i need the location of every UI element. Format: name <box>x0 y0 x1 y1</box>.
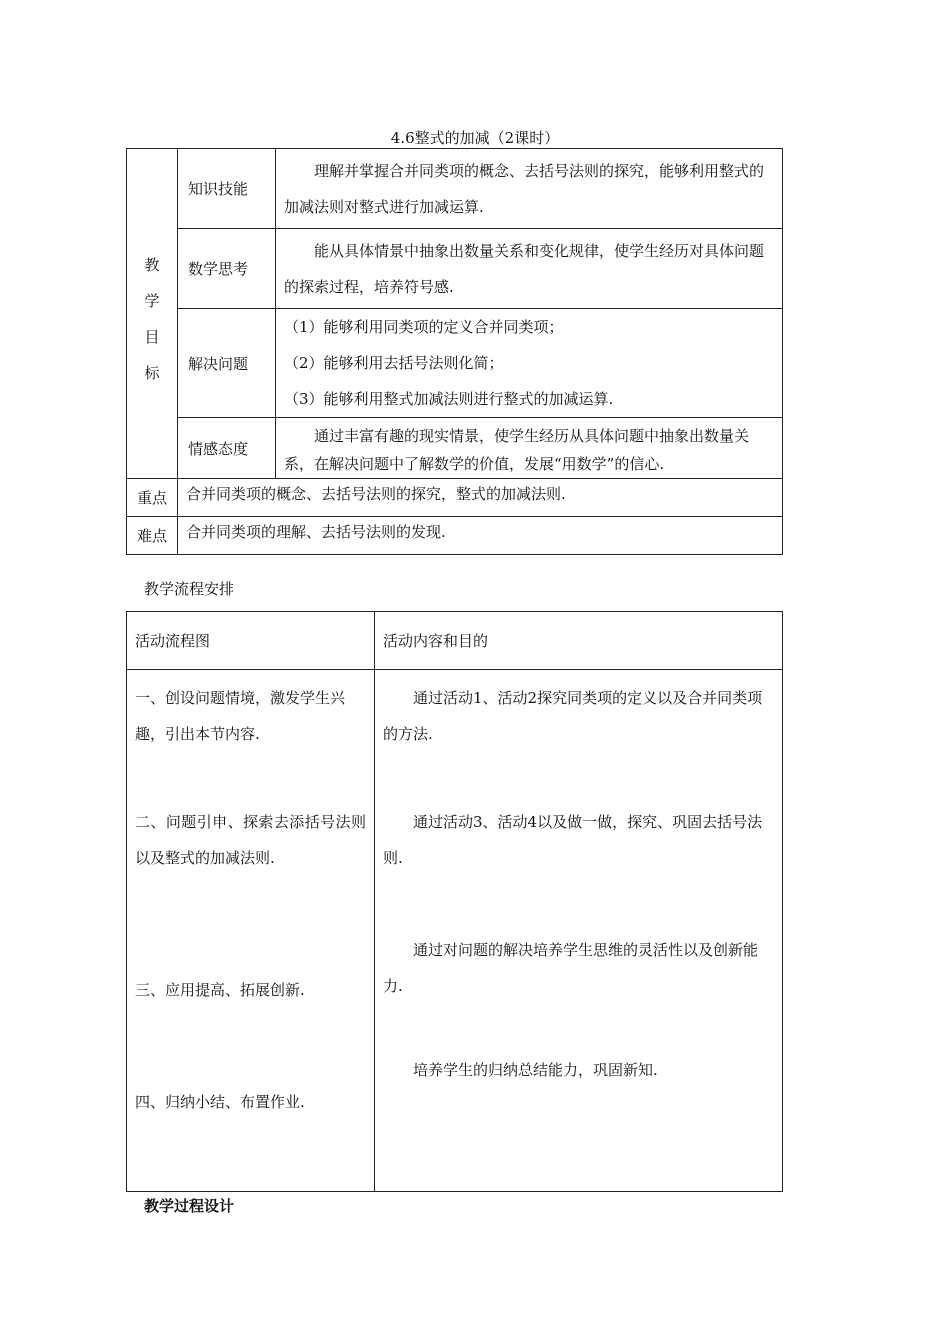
teaching-flow-table <box>126 611 783 1192</box>
flow-heading: 教学流程安排 <box>144 580 235 598</box>
goal-label-problem-solving: 解决问题 <box>178 309 276 418</box>
flow-purpose-1: 通过活动1、活动2探究同类项的定义以及合并同类项的方法. <box>383 689 763 743</box>
goal-text-thinking: 能从具体情景中抽象出数量关系和变化规律，使学生经历对具体问题的探索过程，培养符号感. <box>276 229 783 309</box>
page-title: 4.6整式的加减（2课时） <box>390 129 560 147</box>
flow-header-purposes: 活动内容和目的 <box>375 612 783 670</box>
flow-steps-cell <box>127 670 375 1192</box>
difficulty-label: 难点 <box>127 517 178 555</box>
goal-text-attitude: 通过丰富有趣的现实情景，使学生经历从具体问题中抽象出数量关系，在解决问题中了解数学的价值，发展“用数学”的信心. <box>276 418 783 479</box>
goal-label-knowledge: 知识技能 <box>178 149 276 229</box>
flow-step-4: 四、归纳小结、布置作业. <box>135 1093 305 1111</box>
flow-purposes-cell <box>375 670 783 1192</box>
flow-purpose-4: 培养学生的归纳总结能力，巩固新知. <box>413 1061 658 1079</box>
goal-label-thinking: 数学思考 <box>178 229 276 309</box>
goal-text-problem-solving: （1）能够利用同类项的定义合并同类项； （2）能够利用去括号法则化简； （3）能够利用整式加减法则进行整式的加减运算. <box>276 309 783 418</box>
flow-purpose-2: 通过活动3、活动4以及做一做，探究、巩固去括号法则. <box>383 813 763 867</box>
flow-step-1: 一、创设问题情境，激发学生兴趣，引出本节内容. <box>135 689 346 743</box>
flow-header-steps: 活动流程图 <box>127 612 375 670</box>
goal-label-attitude: 情感态度 <box>178 418 276 479</box>
key-point-label: 重点 <box>127 479 178 517</box>
goal-text-knowledge: 理解并掌握合并同类项的概念、去括号法则的探究，能够利用整式的加减法则对整式进行加减运算. <box>276 149 783 229</box>
difficulty-text: 合并同类项的理解、去括号法则的发现. <box>178 517 783 555</box>
teaching-goals-table <box>126 148 783 555</box>
flow-step-3: 三、应用提高、拓展创新. <box>135 981 305 999</box>
goals-main-label: 教 学 目 标 <box>127 149 178 479</box>
key-point-text: 合并同类项的概念、去括号法则的探究，整式的加减法则. <box>178 479 783 517</box>
flow-step-2: 二、问题引申、探索去添括号法则以及整式的加减法则. <box>135 813 366 867</box>
flow-purpose-3: 通过对问题的解决培养学生思维的灵活性以及创新能力. <box>383 941 759 995</box>
design-heading: 教学过程设计 <box>144 1197 235 1215</box>
